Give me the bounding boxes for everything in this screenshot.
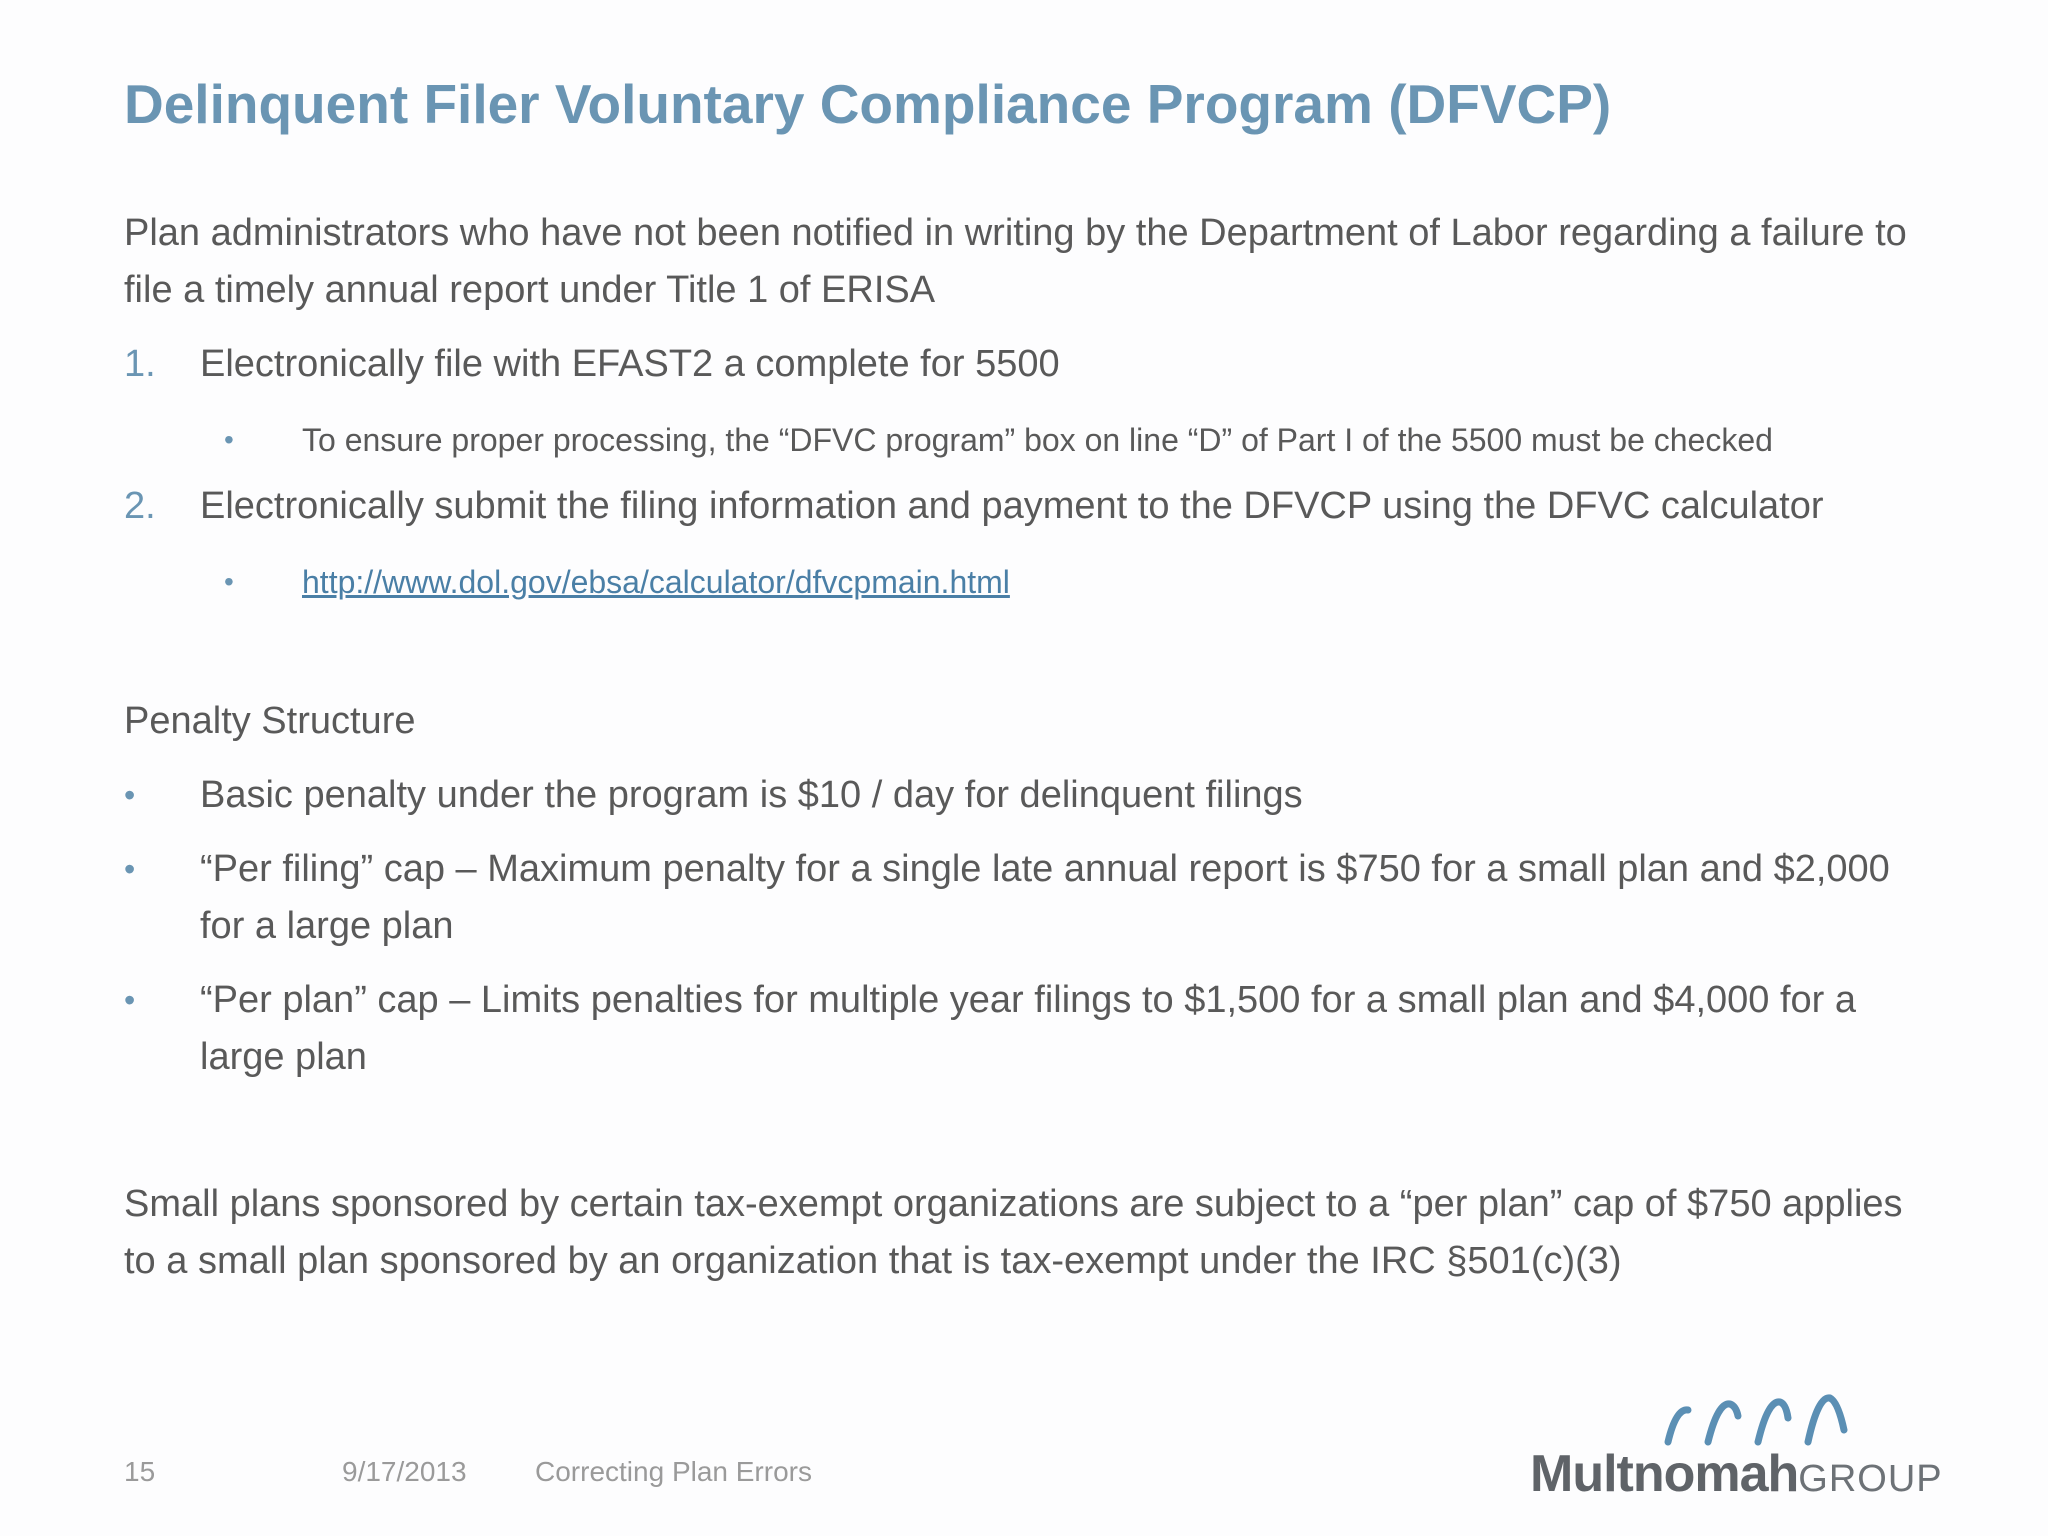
- penalty-bullet-text: Basic penalty under the program is $10 / day for delinquent filings: [200, 774, 1303, 816]
- dfvc-calculator-link[interactable]: http://www.dol.gov/ebsa/calculator/dfvcpmain.html: [302, 564, 1010, 600]
- penalty-bullet: [124, 972, 1924, 1086]
- footer-page-number: 15: [124, 1456, 156, 1487]
- penalty-bullet-text: “Per filing” cap – Maximum penalty for a single late annual report is $750 for a small plan and $2,000 for a large plan: [200, 848, 1890, 947]
- bullet-icon: •: [124, 851, 136, 887]
- logo-wordmark: [1530, 1446, 1943, 1507]
- penalty-bullet: [124, 841, 1924, 955]
- footer-date: 9/17/2013: [342, 1456, 467, 1487]
- step-1-number: 1.: [124, 343, 156, 385]
- intro-paragraph: Plan administrators who have not been notified in writing by the Department of Labor regarding a failure to file a timely annual report under Title 1 of ERISA: [124, 212, 1907, 311]
- step-1-subitem-text: To ensure proper processing, the “DFVC program” box on line “D” of Part I of the 5500 must be checked: [302, 422, 1773, 458]
- bullet-icon: •: [224, 424, 234, 455]
- bullet-icon: •: [224, 566, 234, 597]
- slide-title: Delinquent Filer Voluntary Compliance Program (DFVCP): [124, 73, 1612, 135]
- bullet-icon: •: [124, 777, 136, 813]
- step-1-text: Electronically file with EFAST2 a complete for 5500: [200, 343, 1060, 385]
- penalty-bullet-text: “Per plan” cap – Limits penalties for multiple year filings to $1,500 for a small plan and $4,000 for a large plan: [200, 979, 1857, 1078]
- logo-sub-text: GROUP: [1798, 1458, 1943, 1500]
- penalty-heading: Penalty Structure: [124, 700, 416, 742]
- step-2-text: Electronically submit the filing information and payment to the DFVCP using the DFVC calculator: [200, 485, 1824, 527]
- bullet-icon: •: [124, 982, 136, 1018]
- penalty-bullet: [124, 767, 1924, 824]
- closing-paragraph: Small plans sponsored by certain tax-exempt organizations are subject to a “per plan” cap of $750 applies to a small plan sponsored by an organization that is tax-exempt under the IRC §501(c)(3): [124, 1183, 1903, 1282]
- logo-main-text: Multnomah: [1530, 1445, 1799, 1503]
- footer-topic: Correcting Plan Errors: [535, 1456, 812, 1487]
- wave-logo-icon: [1650, 1390, 1860, 1450]
- step-2-number: 2.: [124, 485, 156, 527]
- multnomah-group-logo: [1530, 1390, 1960, 1503]
